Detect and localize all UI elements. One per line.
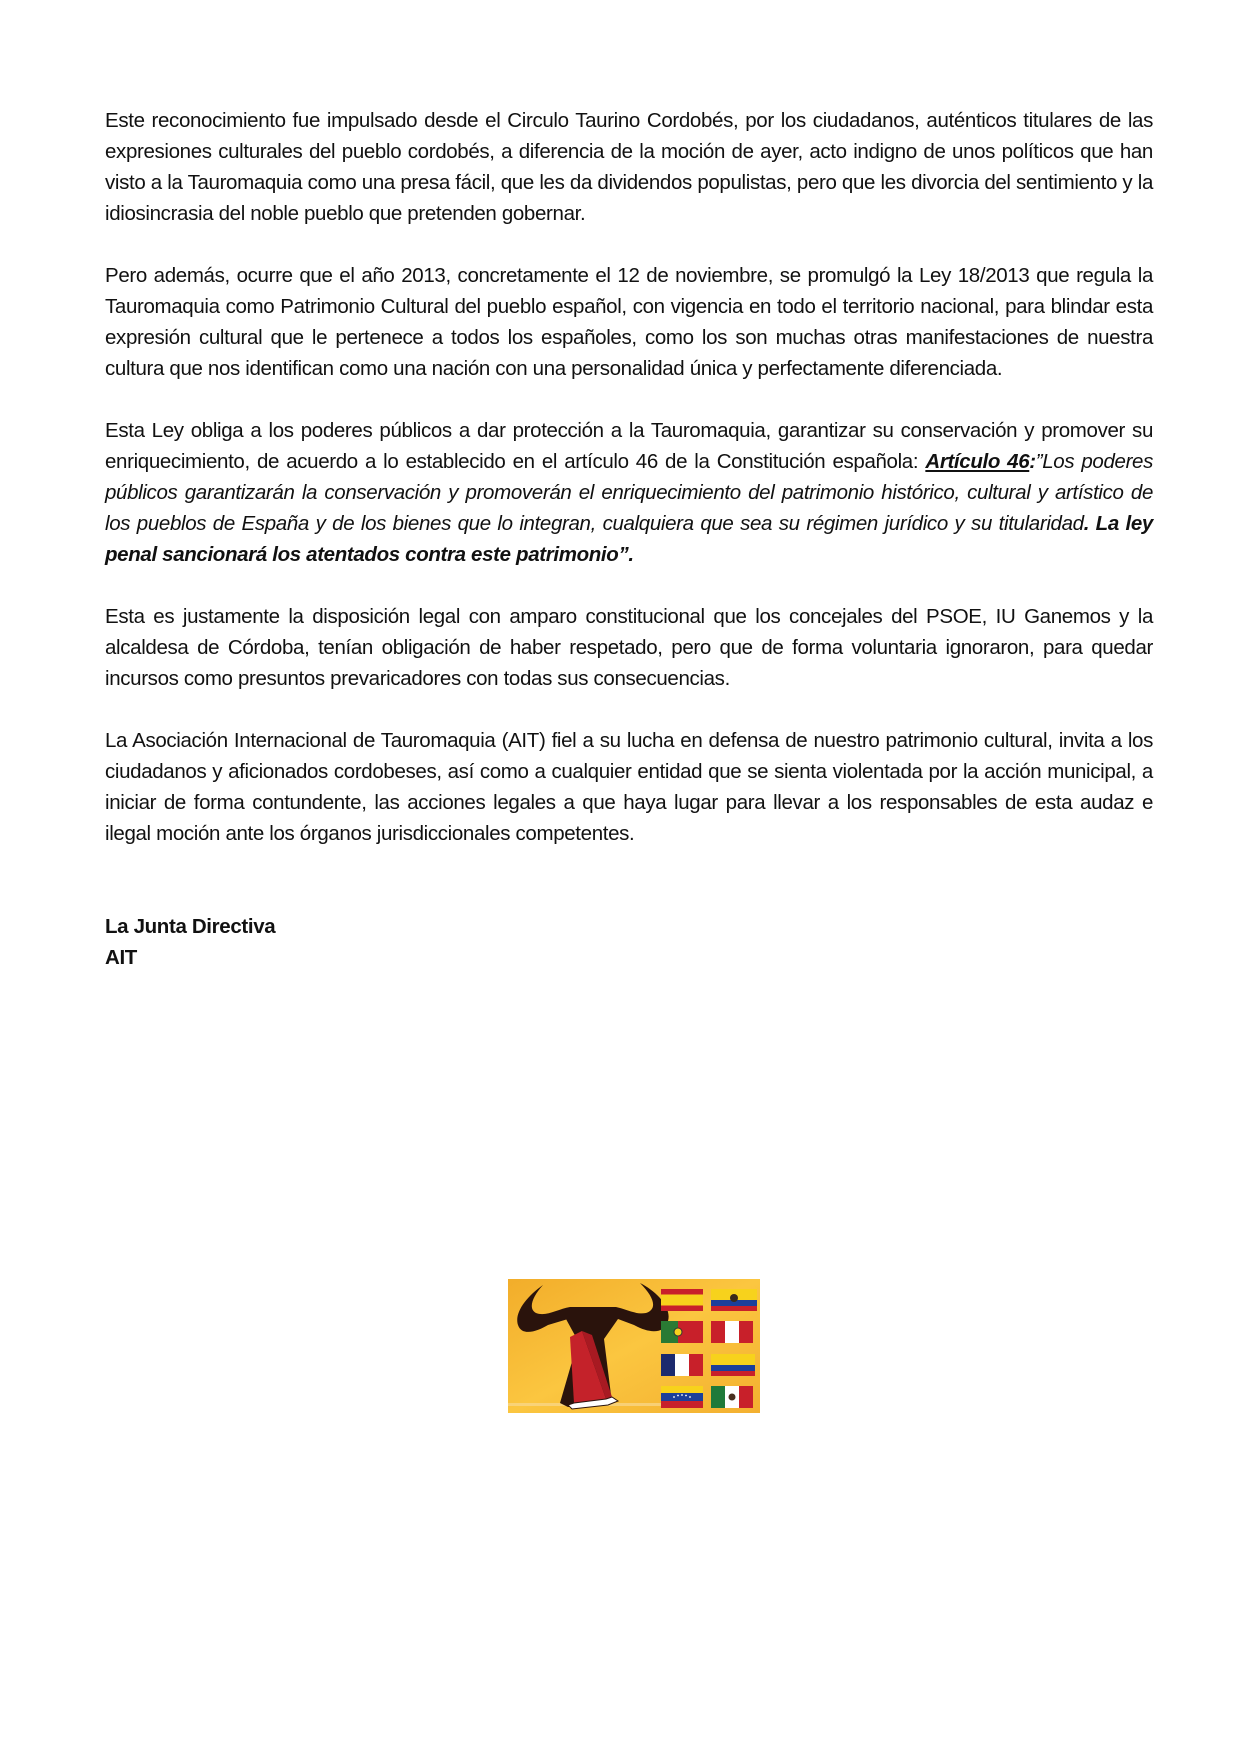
flag-peru-icon bbox=[711, 1321, 753, 1343]
flag-spain-icon bbox=[661, 1289, 703, 1311]
flag-ecuador-icon bbox=[711, 1289, 757, 1311]
signature-line-ait: AIT bbox=[105, 946, 137, 969]
article-colon: : bbox=[1029, 450, 1036, 473]
article-label: Artículo 46 bbox=[925, 450, 1030, 473]
constitution-quote-bold: . La ley penal sancionará los atentados contra este patrimonio”. bbox=[105, 512, 1153, 566]
signature-block bbox=[105, 911, 1153, 973]
ait-logo bbox=[508, 1279, 760, 1413]
constitution-quote: ”Los poderes públicos garantizarán la conservación y promoverán el enriquecimiento del patrimonio histórico, cultural y artístico de los pueblos de España y de los bienes que lo integran, cualquiera que sea su régimen jurídico y su titularidad bbox=[105, 450, 1154, 535]
paragraph-lead-text: Esta Ley obliga a los poderes públicos a dar protección a la Tauromaquia, garantizar su conservación y promover su enriquecimiento, de acuerdo a lo establecido en el artículo 46 de la Constitución española: bbox=[105, 419, 1153, 473]
paragraph-ait-invitation: La Asociación Internacional de Tauromaquia (AIT) fiel a su lucha en defensa de nuestro patrimonio cultural, invita a los ciudadanos y aficionados cordobeses, así como a cualquier entidad que se sienta violentada por la acción municipal, a iniciar de forma contundente, las acciones legales a que haya lugar para llevar a los responsables de esta audaz e ilegal moción ante los órganos jurisdiccionales competentes. bbox=[105, 729, 1153, 845]
flag-mexico-icon bbox=[711, 1386, 753, 1408]
flag-colombia-icon bbox=[711, 1354, 755, 1376]
signature-line-junta: La Junta Directiva bbox=[105, 915, 276, 938]
paragraph-articulo-46 bbox=[105, 415, 1153, 570]
paragraph-disposicion-legal: Esta es justamente la disposición legal con amparo constitucional que los concejales del PSOE, IU Ganemos y la alcaldesa de Córdoba, tenían obligación de haber respetado, pero que de forma voluntaria ignoraron, para quedar incursos como presuntos prevaricadores con todas sus consecuencias. bbox=[105, 605, 1153, 690]
flag-france-icon bbox=[661, 1354, 703, 1376]
paragraph-ley-18-2013: Pero además, ocurre que el año 2013, concretamente el 12 de noviembre, se promulgó la Ley 18/2013 que regula la Tauromaquia como Patrimonio Cultural del pueblo español, con vigencia en todo el territorio nacional, para blindar esta expresión cultural que le pertenece a todos los españoles, como los son muchas otras manifestaciones de nuestra cultura que nos identifican como una nación con una personalidad única y perfectamente diferenciada. bbox=[105, 264, 1153, 380]
flag-portugal-icon bbox=[661, 1321, 703, 1343]
document-page bbox=[105, 105, 1153, 973]
ait-bull-cape-logo-icon bbox=[508, 1279, 760, 1413]
flag-venezuela-icon bbox=[661, 1386, 703, 1408]
paragraph-reconocimiento: Este reconocimiento fue impulsado desde el Circulo Taurino Cordobés, por los ciudadanos, auténticos titulares de las expresiones culturales del pueblo cordobés, a diferencia de la moción de ayer, acto indigno de unos políticos que han visto a la Tauromaquia como una presa fácil, que les da dividendos populistas, pero que les divorcia del sentimiento y la idiosincrasia del noble pueblo que pretenden gobernar. bbox=[105, 109, 1153, 225]
